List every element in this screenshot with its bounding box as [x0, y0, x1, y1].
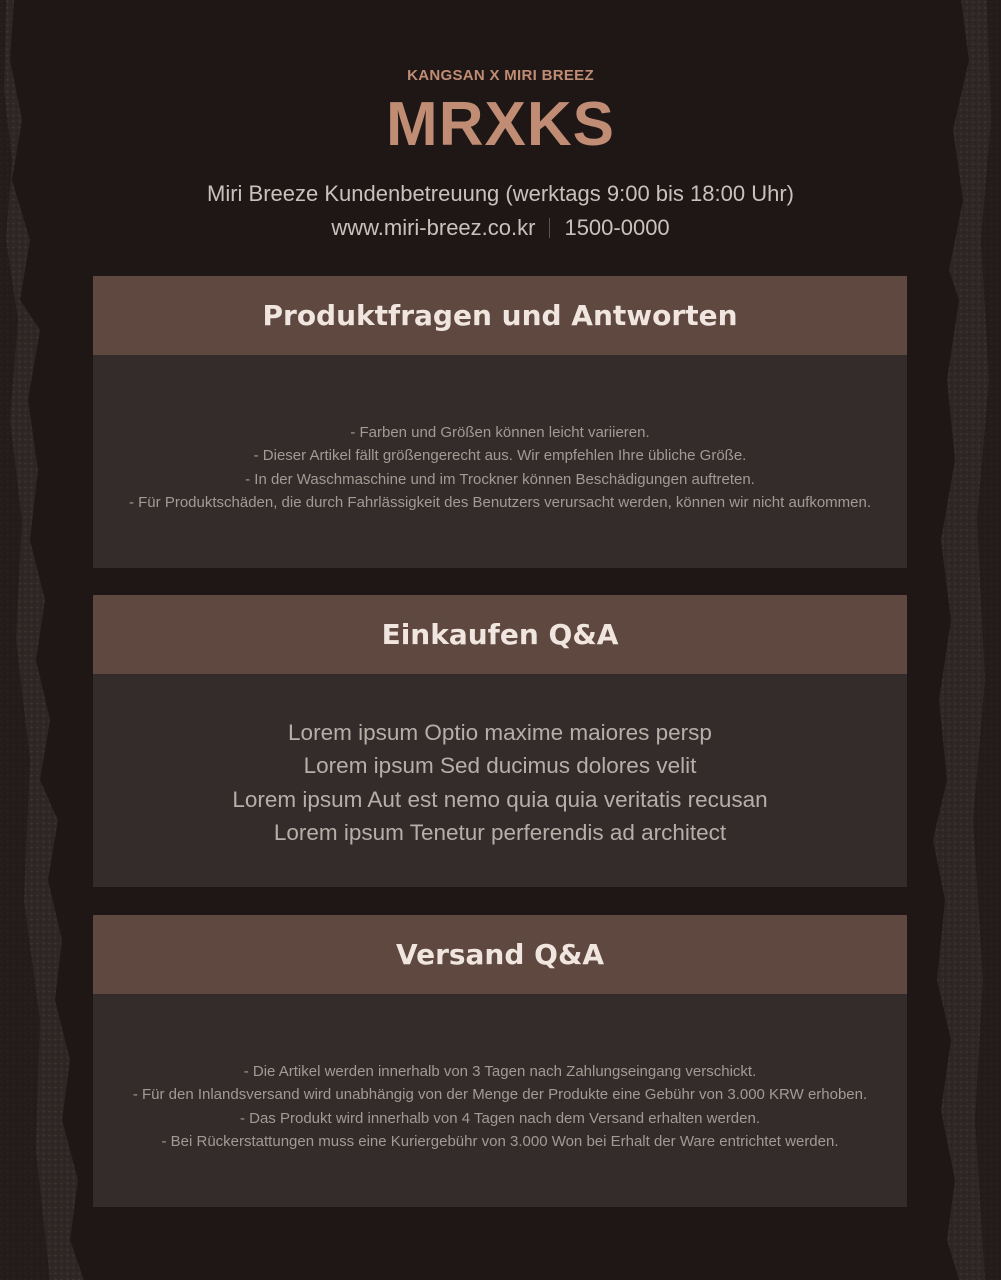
section-product-qa: [93, 276, 907, 568]
info-line: Lorem ipsum Sed ducimus dolores velit: [303, 753, 697, 778]
info-line: Lorem ipsum Optio maxime maiores persp: [288, 719, 712, 745]
support-hours: Miri Breeze Kundenbetreuung (werktags 9:00 bis 18:00 Uhr): [207, 181, 794, 206]
contact-line: [0, 214, 1001, 242]
section-shipping-qa: [93, 915, 907, 1207]
info-line: - Das Produkt wird innerhalb von 4 Tagen nach dem Versand erhalten werden.: [239, 1109, 761, 1127]
info-line: - In der Waschmaschine und im Trockner können Beschädigungen auftreten.: [245, 470, 755, 488]
section-body: [93, 994, 907, 1207]
info-line: - Farben und Größen können leicht variieren.: [350, 423, 650, 441]
phone-number: 1500-0000: [564, 215, 670, 240]
contact-divider: [549, 218, 550, 238]
website-link[interactable]: www.miri-breez.co.kr: [331, 215, 536, 240]
info-line: - Bei Rückerstattungen muss eine Kuriergebühr von 3.000 Won bei Erhalt der Ware entrichtet werden.: [161, 1133, 839, 1150]
section-shopping-qa: [93, 595, 907, 887]
section-body: [93, 355, 907, 568]
info-line: Lorem ipsum Tenetur perferendis ad architect: [273, 820, 727, 845]
info-line: - Dieser Artikel fällt größengerecht aus. Wir empfehlen Ihre übliche Größe.: [253, 447, 747, 464]
info-line: - Die Artikel werden innerhalb von 3 Tagen nach Zahlungseingang verschickt.: [243, 1062, 757, 1080]
section-title: Produktfragen und Antworten: [93, 276, 907, 355]
section-body: [93, 674, 907, 887]
section-title: Einkaufen Q&A: [93, 595, 907, 674]
info-line: - Für den Inlandsversand wird unabhängig von der Menge der Produkte eine Gebühr von 3.000 KRW erhoben.: [132, 1086, 868, 1103]
brand-collab-label: KANGSAN X MIRI BREEZ: [407, 67, 594, 84]
section-title: Versand Q&A: [93, 915, 907, 994]
brand-logo-text: MRXKS: [386, 90, 615, 159]
info-line: - Für Produktschäden, die durch Fahrlässigkeit des Benutzers verursacht werden, können wir nicht aufkommen.: [128, 494, 872, 511]
info-line: Lorem ipsum Aut est nemo quia quia veritatis recusan: [232, 786, 768, 812]
